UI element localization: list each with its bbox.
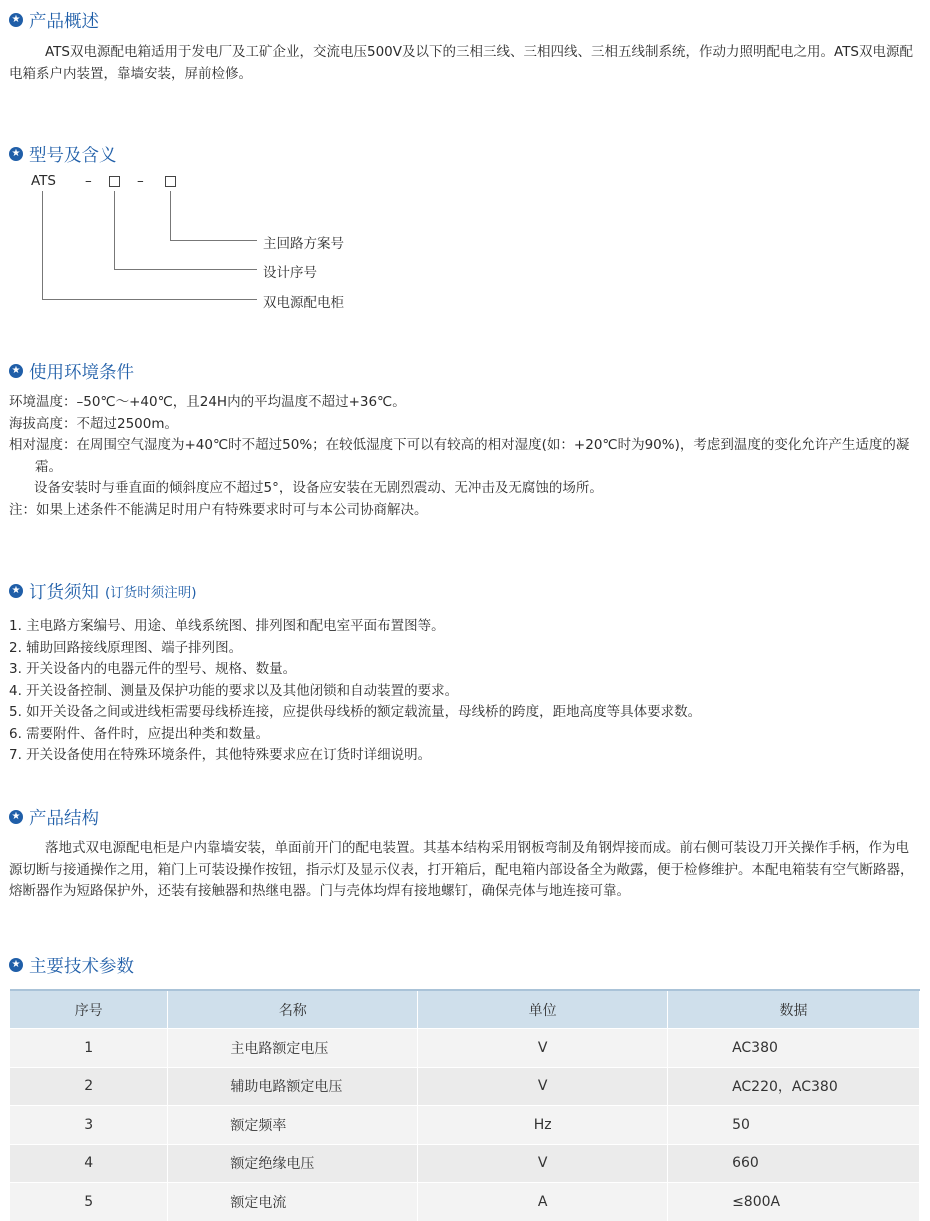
table-header-row xyxy=(10,990,920,1029)
list-item: 7. 开关设备使用在特殊环境条件，其他特殊要求应在订货时详细说明。 xyxy=(9,747,432,763)
section-title-structure: ★ 产品结构 xyxy=(9,805,99,829)
star-circle-icon: ★ xyxy=(9,584,23,598)
cell-name: 额定电流 xyxy=(168,1183,418,1221)
cell-name: 额定绝缘电压 xyxy=(168,1144,418,1183)
leader-line xyxy=(170,240,257,241)
leader-line xyxy=(42,299,257,300)
section-title-params: ★ 主要技术参数 xyxy=(9,953,134,977)
cell-name: 额定频率 xyxy=(168,1106,418,1145)
cell-data: AC220，AC380 xyxy=(668,1067,920,1106)
model-diagram xyxy=(0,0,930,330)
list-item: 1. 主电路方案编号、用途、单线系统图、排列图和配电室平面布置图等。 xyxy=(9,618,445,634)
section-title-overview: ★ 产品概述 xyxy=(9,8,99,32)
cell-unit: A xyxy=(418,1183,668,1221)
model-box-design xyxy=(109,176,120,187)
star-circle-icon: ★ xyxy=(9,810,23,824)
cell-index: 4 xyxy=(10,1144,168,1183)
env-line-humidity: 相对湿度：在周围空气湿度为+40℃时不超过50%；在较低湿度下可以有较高的相对湿度(如：+20℃时为90%)，考虑到温度的变化允许产生适度的凝霜。 xyxy=(9,437,910,475)
cell-unit: V xyxy=(418,1144,668,1183)
list-item: 4. 开关设备控制、测量及保护功能的要求以及其他闭锁和自动装置的要求。 xyxy=(9,682,459,699)
section-title-model: ★ 型号及含义 xyxy=(9,142,117,166)
star-circle-icon: ★ xyxy=(9,13,23,27)
leader-line xyxy=(170,191,171,240)
model-dash: – xyxy=(137,173,144,189)
table-row xyxy=(10,1067,920,1106)
cell-index: 1 xyxy=(10,1029,168,1068)
star-circle-icon: ★ xyxy=(9,147,23,161)
env-line-note: 注：如果上述条件不能满足时用户有特殊要求时可与本公司协商解决。 xyxy=(9,501,428,518)
list-item: 6. 需要附件、备件时，应提出种类和数量。 xyxy=(9,725,270,742)
cell-unit: Hz xyxy=(418,1106,668,1145)
leader-line xyxy=(114,191,115,269)
env-line-temperature: 环境温度：–50℃～+40℃，且24H内的平均温度不超过+36℃。 xyxy=(9,394,406,410)
table-row xyxy=(10,1183,920,1221)
overview-text: ATS双电源配电箱适用于发电厂及工矿企业，交流电压500V及以下的三相三线、三相四线、三相五线制系统，作动力照明配电之用。ATS双电源配电箱系户内装置，靠墙安装，屏前检修。 xyxy=(9,44,914,82)
params-table xyxy=(10,989,920,1221)
cell-data: 660 xyxy=(668,1144,920,1183)
column-header-unit: 单位 xyxy=(418,990,668,1029)
model-dash: – xyxy=(85,173,92,189)
column-header-index: 序号 xyxy=(10,990,168,1029)
cell-data: 50 xyxy=(668,1106,920,1145)
cell-data: AC380 xyxy=(668,1029,920,1068)
cell-name: 主电路额定电压 xyxy=(168,1029,418,1068)
structure-text: 落地式双电源配电柜是户内靠墙安装，单面前开门的配电装置。其基本结构采用钢板弯制及角钢焊接而成。前右侧可装设刀开关操作手柄，作为电源切断与接通操作之用，箱门上可装设操作按钮，指示灯及显示仪表，打开箱后，配电箱内部设备全为敞露，便于检修维护。本配电箱装有空气断路器，熔断器作为短路保护外，还装有接触器和热继电器。门与壳体均焊有接地螺钉，确保壳体与地连接可靠。 xyxy=(9,840,914,899)
cell-index: 5 xyxy=(10,1183,168,1221)
ordering-note: (订货时须注明) xyxy=(105,585,197,601)
section-title-ordering: ★ 订货须知 (订货时须注明) xyxy=(9,579,197,603)
table-row xyxy=(10,1144,920,1183)
star-circle-icon: ★ xyxy=(9,364,23,378)
cell-index: 3 xyxy=(10,1106,168,1145)
model-label-scheme: 主回路方案号 xyxy=(263,236,344,252)
table-row xyxy=(10,1106,920,1145)
cell-name: 辅助电路额定电压 xyxy=(168,1067,418,1106)
column-header-data: 数据 xyxy=(668,990,920,1029)
column-header-name: 名称 xyxy=(168,990,418,1029)
cell-unit: V xyxy=(418,1029,668,1068)
star-circle-icon: ★ xyxy=(9,958,23,972)
table-row xyxy=(10,1029,920,1068)
section-title-environment: ★ 使用环境条件 xyxy=(9,359,134,383)
model-box-scheme xyxy=(165,176,176,187)
ordering-list xyxy=(9,616,921,767)
list-item: 5. 如开关设备之间或进线柜需要母线桥连接，应提供母线桥的额定载流量，母线桥的跨度，距地高度等具体要求数。 xyxy=(9,704,702,720)
model-prefix: ATS xyxy=(31,173,57,189)
model-label-cabinet: 双电源配电柜 xyxy=(263,295,344,311)
cell-data: ≤800A xyxy=(668,1183,920,1221)
model-label-design: 设计序号 xyxy=(263,265,317,281)
env-line-altitude: 海拔高度：不超过2500m。 xyxy=(9,415,179,432)
list-item: 3. 开关设备内的电器元件的型号、规格、数量。 xyxy=(9,661,297,677)
leader-line xyxy=(114,269,257,270)
environment-list xyxy=(9,392,921,521)
env-line-tilt: 设备安装时与垂直面的倾斜度应不超过5°，设备应安装在无剧烈震动、无冲击及无腐蚀的场所。 xyxy=(34,480,603,496)
leader-line xyxy=(42,191,43,299)
cell-index: 2 xyxy=(10,1067,168,1106)
list-item: 2. 辅助回路接线原理图、端子排列图。 xyxy=(9,639,243,656)
cell-unit: V xyxy=(418,1067,668,1106)
